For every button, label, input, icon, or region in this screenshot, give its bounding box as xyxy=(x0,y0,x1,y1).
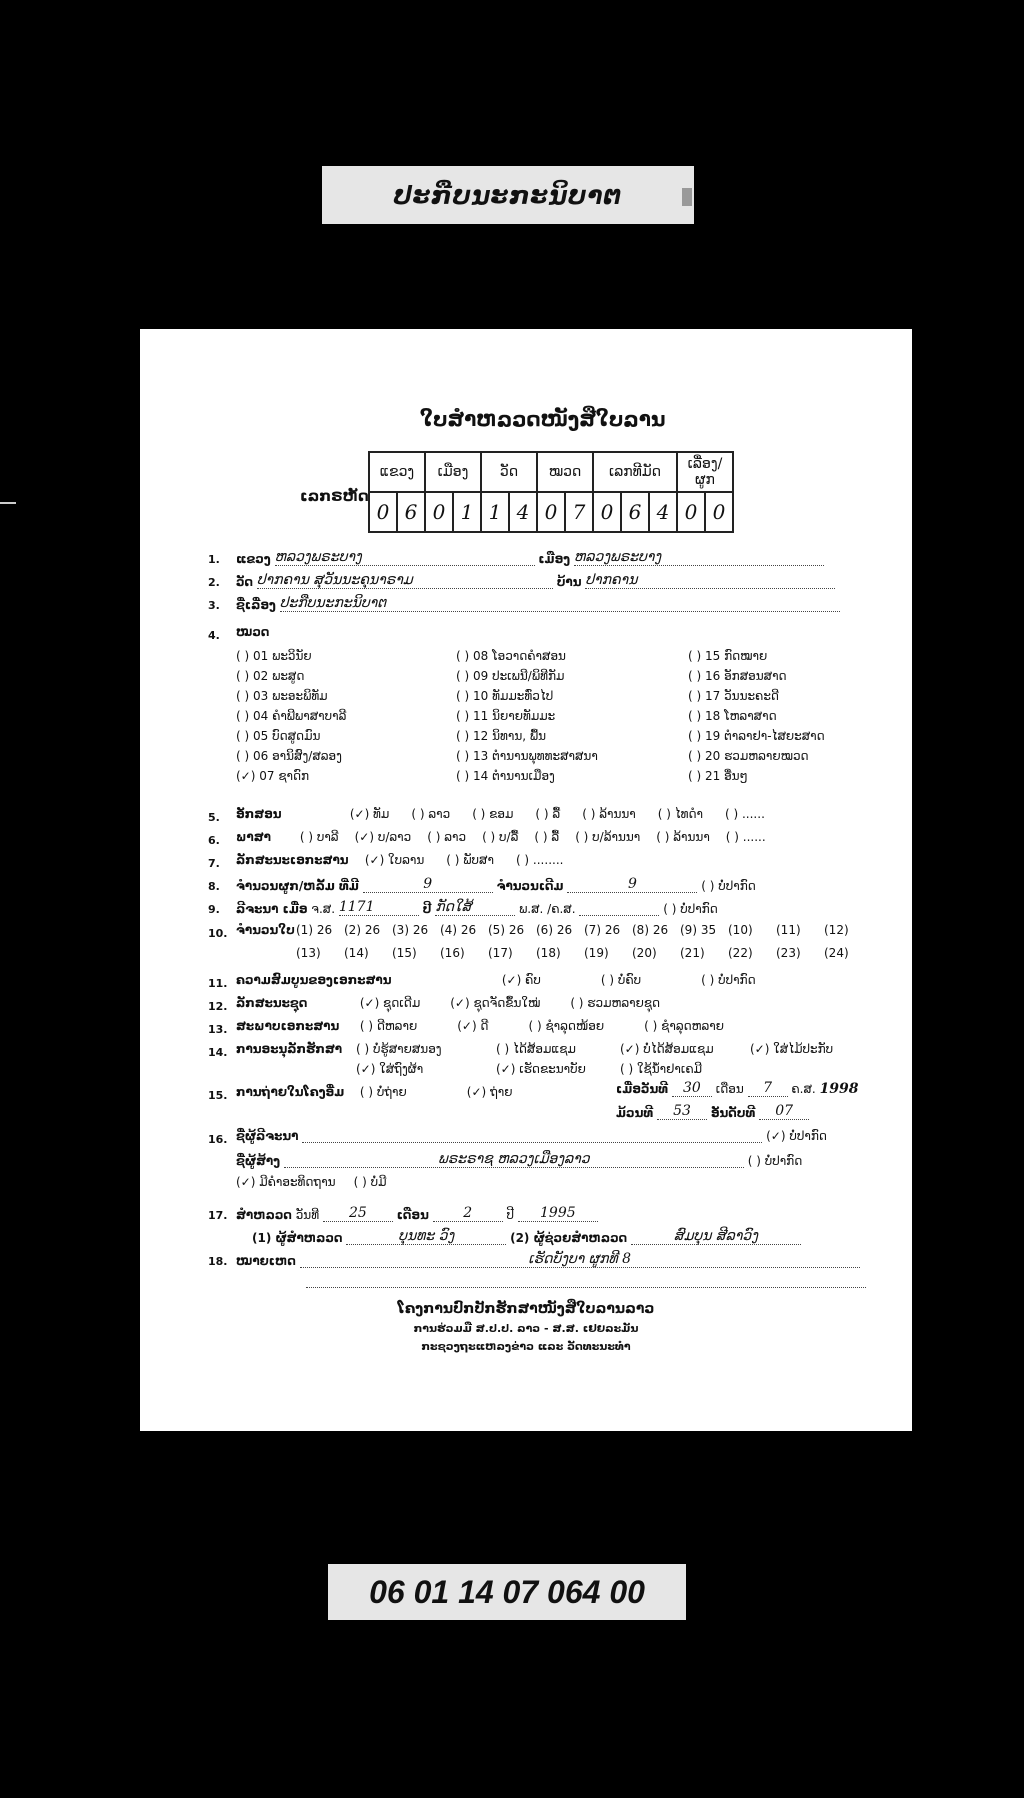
row-number: 17. xyxy=(208,1209,228,1222)
assistant-label: (2) ຜູ້ຊ່ວຍສຳຫລວດ xyxy=(510,1231,628,1245)
code-digit: 0 xyxy=(369,492,397,532)
conservation-label: ການອະນຸລັກຮັກສາ xyxy=(236,1042,343,1056)
code-digit: 6 xyxy=(397,492,425,532)
code-label: ເລກຣຫັດ xyxy=(300,487,369,505)
reference-code-label xyxy=(328,1564,686,1620)
code-digit: 7 xyxy=(565,492,593,532)
folio-count: (15) xyxy=(392,946,417,960)
code-digit: 6 xyxy=(621,492,649,532)
remarks-extra-line xyxy=(306,1287,866,1288)
era-cs-value: 1171 xyxy=(339,899,419,916)
film-date-label: ເມື່ອວັນທີ xyxy=(616,1082,669,1096)
district-value: ຫລວງພຣະບາງ xyxy=(574,549,824,566)
frame-value: 07 xyxy=(759,1103,809,1120)
material-options xyxy=(365,853,586,867)
row-number: 9. xyxy=(208,903,220,916)
category-option: ( ) 08 ໂອວາດຄຳສອນ xyxy=(456,649,566,663)
row-13 xyxy=(236,1019,764,1033)
folio-count: (18) xyxy=(536,946,561,960)
row-16 xyxy=(236,1129,827,1143)
language-option: (✓) ບ/ລາວ xyxy=(354,830,412,844)
row-16c xyxy=(236,1175,405,1189)
ministry-line: ກະຊວງຖະແຫລງຂ່າວ ແລະ ວັດທະນະທຳ xyxy=(421,1340,631,1353)
remarks-label: ໝາຍເຫດ xyxy=(236,1254,296,1268)
row-2 xyxy=(236,572,835,589)
script-option: ( ) ລ້ານນາ xyxy=(582,807,636,821)
dedication-options xyxy=(236,1175,405,1189)
folio-count: (17) xyxy=(488,946,513,960)
conservation-option: (✓) ບໍ່ໄດ້ສ້ອມແຊມ xyxy=(620,1042,714,1056)
conservation-option: ( ) ໄດ້ສ້ອມແຊມ xyxy=(496,1042,576,1056)
sponsor-value: ພຣະຣາຊ ຫລວງເມືອງລາວ xyxy=(284,1151,744,1168)
material-label: ລັກສະນະເອກະສານ xyxy=(236,853,349,867)
code-digit-row xyxy=(369,492,733,532)
script-option: ( ) ລື້ xyxy=(535,807,561,821)
category-label: ໝວດ xyxy=(236,625,270,639)
survey-day-label: ວັນທີ xyxy=(295,1208,320,1222)
category-option: ( ) 18 ໂຫລາສາດ xyxy=(688,709,777,723)
code-digit: 0 xyxy=(705,492,733,532)
folio-count: (14) xyxy=(344,946,369,960)
folio-count: (19) xyxy=(584,946,609,960)
language-option: ( ) ບ/ລ້ານນາ xyxy=(575,830,641,844)
village-value: ປາກຄານ xyxy=(585,572,835,589)
scribe-label: ຊື່ຜູ້ລີຈະນາ xyxy=(236,1129,299,1143)
fascicle-not-shown: ( ) ບໍ່ປາກົດ xyxy=(701,879,756,893)
category-grid xyxy=(236,649,856,783)
survey-month-label: ເດືອນ xyxy=(396,1208,429,1222)
survey-year-label: ປີ xyxy=(506,1208,514,1222)
surveyor-value: ບຸນທະ ວົງ xyxy=(346,1228,506,1245)
language-option: ( ) ບ/ລື້ xyxy=(482,830,519,844)
category-option: ( ) 03 ພະອະພິທັມ xyxy=(236,689,328,703)
condition-option: ( ) ຊຳລຸດຫລາຍ xyxy=(644,1019,724,1033)
conservation-option: (✓) ໃສ່ຖົງຜ້າ xyxy=(356,1062,424,1076)
language-option: ( ) ລາວ xyxy=(427,830,467,844)
folio-count: (11) xyxy=(776,923,801,937)
scribe-value xyxy=(302,1142,762,1143)
folio-count: (13) xyxy=(296,946,321,960)
row-10 xyxy=(236,923,296,937)
completeness-option: ( ) ບໍ່ຄົບ xyxy=(600,973,642,987)
code-digit: 1 xyxy=(481,492,509,532)
microfilm-label: ການຖ່າຍໃນໂຄງອື່ມ xyxy=(236,1085,345,1099)
condition-option: ( ) ດີຫລາຍ xyxy=(359,1019,418,1033)
header-label-text: ປະກືບນະກະນິບາຕ xyxy=(393,180,623,210)
category-option: ( ) 13 ຕຳນານພຸທທະສາສນາ xyxy=(456,749,598,763)
code-header: ເມືອງ xyxy=(425,452,481,492)
province-value: ຫລວງພຣະບາງ xyxy=(275,549,535,566)
fascicle-count-label: ຈຳນວນຜູກ/ຫລັ້ມ ທີ່ມີ xyxy=(236,879,359,893)
category-option: (✓) 07 ຊາດົກ xyxy=(236,769,310,783)
sponsor-label: ຊື່ຜູ້ສ້າງ xyxy=(236,1154,281,1168)
province-label: ແຂວງ xyxy=(236,552,271,566)
code-header: ໝວດ xyxy=(537,452,593,492)
category-option: ( ) 06 ອານິສົງ/ສລອງ xyxy=(236,749,342,763)
inscription-label: ລີຈະນາ ເມື່ອ xyxy=(236,902,308,916)
folio-count: (12) xyxy=(824,923,849,937)
original-count-label: ຈຳນວນເດີມ xyxy=(496,879,564,893)
category-option: ( ) 05 ບົດສູດມົນ xyxy=(236,729,321,743)
row-1 xyxy=(236,549,824,566)
condition-option: (✓) ດີ xyxy=(457,1019,489,1033)
folio-row-2 xyxy=(296,946,872,960)
frame-label: ອັນດັບທີ xyxy=(710,1106,756,1120)
row-number: 1. xyxy=(208,553,220,566)
completeness-option: ( ) ບໍ່ປາກົດ xyxy=(701,973,756,987)
scribe-not-shown: (✓) ບໍ່ປາກົດ xyxy=(766,1129,827,1143)
row-9 xyxy=(236,899,718,916)
film-day-value: 30 xyxy=(672,1080,712,1097)
completeness-options xyxy=(502,973,816,987)
survey-year-value: 1995 xyxy=(518,1205,598,1222)
title-value: ປະກືບນະກະນິບາຕ xyxy=(280,595,840,612)
category-option: ( ) 11 ນິຍາຍທັມມະ xyxy=(456,709,556,723)
script-label: ອັກສອນ xyxy=(236,807,282,821)
roll-label: ມ້ວນທີ xyxy=(616,1106,654,1120)
condition-options xyxy=(360,1019,764,1033)
material-option: ( ) ພັບສາ xyxy=(446,853,494,867)
sponsor-not-shown: ( ) ບໍ່ປາກົດ xyxy=(747,1154,803,1168)
script-option: ( ) ຂອມ xyxy=(472,807,514,821)
row-3 xyxy=(236,595,840,612)
era-be-value xyxy=(579,915,659,916)
row-number: 2. xyxy=(208,576,220,589)
row-number: 16. xyxy=(208,1133,228,1146)
title-label: ຊື່ເລື່ອງ xyxy=(236,598,276,612)
row-17b xyxy=(252,1228,801,1245)
row-number: 15. xyxy=(208,1089,228,1102)
folio-count: (5) 26 xyxy=(488,923,525,937)
folio-count: (22) xyxy=(728,946,753,960)
film-year-label: ຄ.ສ. xyxy=(791,1082,816,1096)
folio-count: (4) 26 xyxy=(440,923,477,937)
survey-day-value: 25 xyxy=(323,1205,393,1222)
row-number: 7. xyxy=(208,857,220,870)
set-option: ( ) ຮວມຫລາຍຊຸດ xyxy=(570,996,661,1010)
set-options xyxy=(360,996,690,1010)
row-18 xyxy=(236,1251,860,1268)
row-number: 18. xyxy=(208,1255,228,1268)
folio-count: (10) xyxy=(728,923,753,937)
folio-count: (2) 26 xyxy=(344,923,381,937)
set-label: ລັກສະນະຊຸດ xyxy=(236,996,308,1010)
code-table xyxy=(368,451,734,533)
row-number: 3. xyxy=(208,599,220,612)
folio-count: (1) 26 xyxy=(296,923,333,937)
year-label: ປີ xyxy=(422,902,432,916)
film-year-value: 1998 xyxy=(819,1081,859,1097)
code-header: ເລກທີມັດ xyxy=(593,452,677,492)
microfilm-date xyxy=(616,1080,859,1097)
folio-count: (23) xyxy=(776,946,801,960)
row-number: 12. xyxy=(208,1000,228,1013)
reference-code-text: 06 01 14 07 064 00 xyxy=(369,1573,645,1610)
dedication-option: ( ) ບໍ່ມີ xyxy=(353,1175,387,1189)
code-digit: 0 xyxy=(425,492,453,532)
folio-count: (20) xyxy=(632,946,657,960)
inscription-not-shown: ( ) ບໍ່ປາກົດ xyxy=(663,902,718,916)
row-number: 8. xyxy=(208,880,220,893)
folio-count: (16) xyxy=(440,946,465,960)
category-option: ( ) 20 ຮວມຫລາຍໝວດ xyxy=(688,749,809,763)
set-option: (✓) ຊຸດຈັດຂຶ້ນໃໝ່ xyxy=(450,996,541,1010)
row-5 xyxy=(236,807,787,821)
category-option: ( ) 09 ປະເພນີ/ພິທີກັມ xyxy=(456,669,565,683)
row-number: 5. xyxy=(208,811,220,824)
script-option: ( ) ລາວ xyxy=(411,807,451,821)
category-option: ( ) 19 ຕຳລາຢາ-ໄສຍະສາດ xyxy=(688,729,825,743)
code-header: ເລື່ອງ/ຜູກ xyxy=(677,452,733,492)
era-cs-label: ຈ.ສ. xyxy=(311,902,336,916)
code-digit: 4 xyxy=(509,492,537,532)
header-label xyxy=(322,166,694,224)
survey-label: ສຳຫລວດ xyxy=(236,1208,292,1222)
language-option: ( ) ລື້ xyxy=(534,830,560,844)
row-11 xyxy=(236,973,816,987)
condition-label: ສະພາບເອກະສານ xyxy=(236,1019,340,1033)
row-number: 4. xyxy=(208,629,220,642)
conservation-option: ( ) ໃຊ້ນ້ຳຢາເຄມີ xyxy=(620,1062,703,1076)
conservation-option: ( ) ບໍ່ຮູ້ສາຍສນອງ xyxy=(356,1042,442,1056)
dedication-option: (✓) ມີຄຳອະທິດຖານ xyxy=(236,1175,336,1189)
category-option: ( ) 12 ນິທານ, ພື້ນ xyxy=(456,729,546,743)
script-option: ( ) ...... xyxy=(725,807,765,821)
folio-count: (7) 26 xyxy=(584,923,621,937)
conservation-option: (✓) ໃສ່ໄມ້ປະກັບ xyxy=(750,1042,834,1056)
row-17 xyxy=(236,1205,598,1222)
row-16b xyxy=(236,1151,802,1168)
survey-form xyxy=(140,329,912,1431)
category-option: ( ) 10 ທັມມະທົ່ວໄປ xyxy=(456,689,554,703)
code-header: ວັດ xyxy=(481,452,537,492)
language-label: ພາສາ xyxy=(236,830,271,844)
conservation-option: (✓) ເຮັດຂະນາບັຍ xyxy=(496,1062,586,1076)
project-name: ໂຄງການປົກປັກຮັກສາໜັງສືໃບລານລາວ xyxy=(397,1301,655,1317)
completeness-option: (✓) ຄົບ xyxy=(501,973,541,987)
folio-count: (21) xyxy=(680,946,705,960)
row-number: 13. xyxy=(208,1023,228,1036)
original-count-value: 9 xyxy=(567,876,697,893)
microfilm-option: (✓) ຖ່າຍ xyxy=(466,1085,513,1099)
year-value: ກັດໃສ້ xyxy=(435,899,515,916)
form-title: ໃບສຳຫລວດໜັງສືໃບລານ xyxy=(420,407,666,431)
film-month-value: 7 xyxy=(748,1080,788,1097)
material-option: (✓) ໃບລານ xyxy=(364,853,425,867)
category-option: ( ) 17 ວັນນະຄະດີ xyxy=(688,689,779,703)
language-option: ( ) ບາລີ xyxy=(299,830,339,844)
code-header-row xyxy=(369,452,733,492)
condition-option: ( ) ຊຳລຸດໜ້ອຍ xyxy=(528,1019,605,1033)
village-label: ບ້ານ xyxy=(556,575,582,589)
fascicle-count-value: 9 xyxy=(363,876,493,893)
temple-label: ວັດ xyxy=(236,575,254,589)
surveyor-label: (1) ຜູ້ສຳຫລວດ xyxy=(252,1231,343,1245)
code-header: ແຂວງ xyxy=(369,452,425,492)
set-option: (✓) ຊຸດເດີມ xyxy=(359,996,421,1010)
category-option: ( ) 04 ຄຳພີພາສາບາລີ xyxy=(236,709,347,723)
language-option: ( ) ...... xyxy=(725,830,766,844)
folio-count: (6) 26 xyxy=(536,923,573,937)
script-option: (✓) ທັມ xyxy=(349,807,390,821)
category-option: ( ) 01 ພະວິນັຍ xyxy=(236,649,312,663)
row-number: 11. xyxy=(208,977,228,990)
code-digit: 0 xyxy=(677,492,705,532)
row-number: 10. xyxy=(208,927,228,940)
code-digit: 0 xyxy=(537,492,565,532)
film-month-label: ເດືອນ xyxy=(715,1082,744,1096)
era-be-label: ພ.ສ. /ຄ.ສ. xyxy=(519,902,576,916)
microfilm-option: ( ) ບໍ່ຖ່າຍ xyxy=(359,1085,407,1099)
row-18b xyxy=(306,1274,866,1288)
category-option: ( ) 16 ອັກສອນສາດ xyxy=(688,669,787,683)
code-digit: 4 xyxy=(649,492,677,532)
row-number: 6. xyxy=(208,834,220,847)
assistant-value: ສົມບຸນ ສີລາວົງ xyxy=(631,1228,801,1245)
row-15 xyxy=(236,1085,572,1099)
microfilm-roll xyxy=(616,1103,809,1120)
cooperation-line: ການຮ່ວມມື ສ.ປ.ປ. ລາວ - ສ.ສ. ເຢຍລະມັນ xyxy=(413,1322,639,1335)
conservation-options xyxy=(356,1042,876,1076)
language-option: ( ) ລ້ານນາ xyxy=(656,830,710,844)
temple-value: ປາກຄານ ສຸວັນນະຄຸນາຣາມ xyxy=(257,572,553,589)
script-option: ( ) ໄທດຳ xyxy=(657,807,703,821)
folio-count: (9) 35 xyxy=(680,923,717,937)
code-digit: 0 xyxy=(593,492,621,532)
category-option: ( ) 14 ຕຳນານເມືອງ xyxy=(456,769,555,783)
scan-artifact xyxy=(0,502,16,504)
completeness-label: ຄວາມສົມບູນຂອງເອກະສານ xyxy=(236,973,392,987)
label-tab xyxy=(682,188,692,206)
category-option: ( ) 15 ກົດໝາຍ xyxy=(688,649,768,663)
folio-count: (8) 26 xyxy=(632,923,669,937)
code-digit: 1 xyxy=(453,492,481,532)
material-option: ( ) ........ xyxy=(515,853,564,867)
folio-count: (3) 26 xyxy=(392,923,429,937)
roll-value: 53 xyxy=(657,1103,707,1120)
survey-month-value: 2 xyxy=(433,1205,503,1222)
language-options xyxy=(300,830,782,844)
row-12 xyxy=(236,996,690,1010)
row-14 xyxy=(236,1042,356,1056)
row-8 xyxy=(236,876,756,893)
folio-count: (24) xyxy=(824,946,849,960)
script-options xyxy=(350,807,787,821)
folio-row-1 xyxy=(296,923,872,937)
row-7 xyxy=(236,853,585,867)
district-label: ເມືອງ xyxy=(538,552,571,566)
category-option: ( ) 21 ອື່ນໆ xyxy=(688,769,748,783)
row-number: 14. xyxy=(208,1046,228,1059)
row-6 xyxy=(236,830,782,844)
category-option: ( ) 02 ພະສູດ xyxy=(236,669,305,683)
folio-count-label: ຈຳນວນໃບ xyxy=(236,923,295,937)
remarks-value: ເຮັດບັງບາ ຜູກທີ 8 xyxy=(300,1251,860,1268)
microfilm-options xyxy=(360,1085,573,1099)
